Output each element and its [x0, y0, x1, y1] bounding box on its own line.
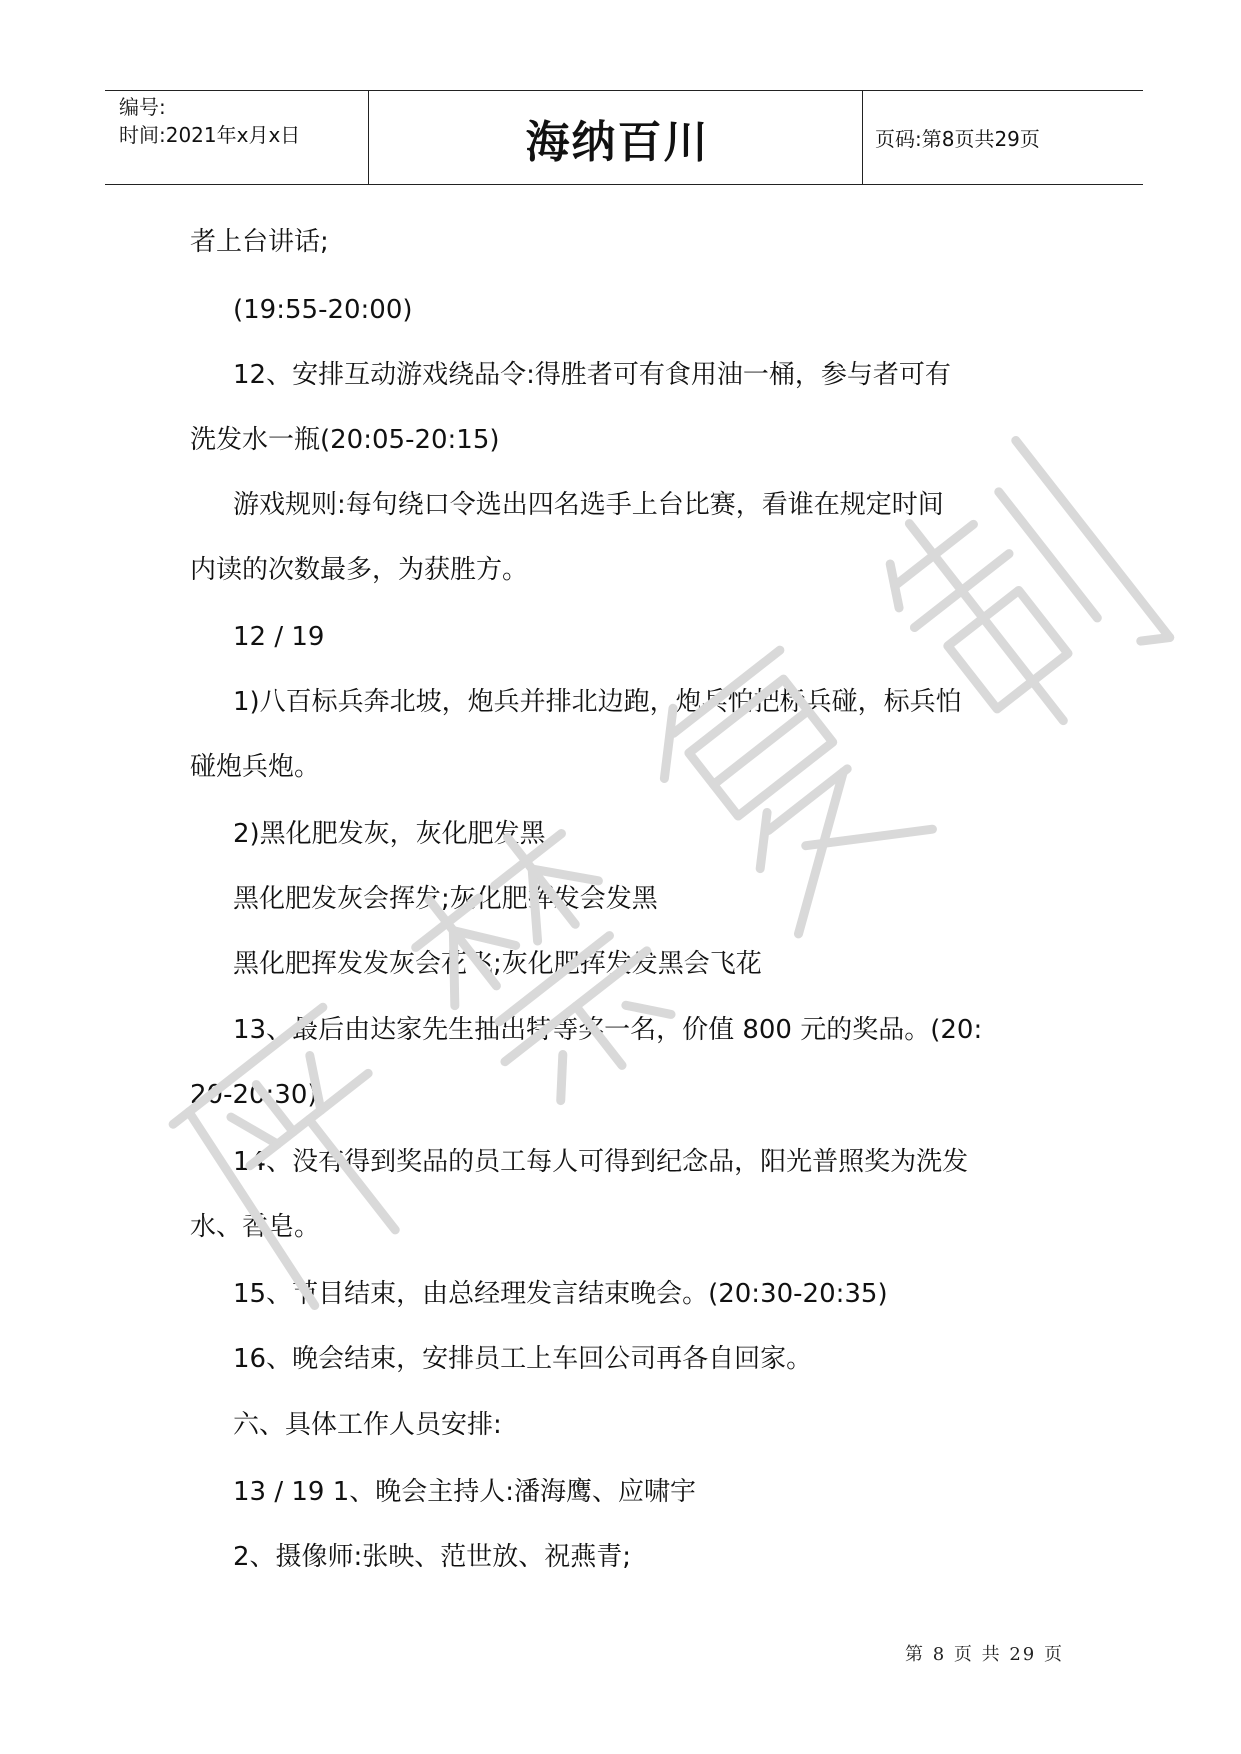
body-line: 黑化肥挥发发灰会花飞;灰化肥挥发发黑会飞花 [233, 949, 762, 979]
body-line: 2、摄像师:张映、范世放、祝燕青; [233, 1542, 632, 1572]
body-line: 15、节目结束，由总经理发言结束晚会。(20:30-20:35) [233, 1279, 888, 1309]
body-line: 碰炮兵炮。 [190, 752, 321, 782]
header-page-code: 页码:第8页共29页 [875, 127, 1040, 151]
body-line: 洗发水一瓶(20:05-20:15) [190, 425, 500, 455]
body-line: 者上台讲话; [190, 227, 329, 257]
body-line: 12、安排互动游戏绕品令:得胜者可有食用油一桶，参与者可有 [233, 360, 951, 390]
body-line: 1)八百标兵奔北坡，炮兵并排北边跑，炮兵怕把标兵碰，标兵怕 [233, 687, 962, 717]
body-line: 六、具体工作人员安排: [233, 1410, 502, 1440]
body-line: 水、香皂。 [190, 1212, 321, 1242]
body-line: 内读的次数最多，为获胜方。 [190, 555, 529, 585]
body-line: 14、没有得到奖品的员工每人可得到纪念品，阳光普照奖为洗发 [233, 1147, 969, 1177]
body-line: 12 / 19 [233, 622, 325, 652]
header-number-label: 编号: [119, 95, 166, 119]
header-divider-right [862, 91, 863, 184]
body-line: 游戏规则:每句绕口令选出四名选手上台比赛，看谁在规定时间 [233, 490, 944, 520]
page-footer: 第 8 页 共 29 页 [905, 1644, 1064, 1665]
page-header [105, 90, 1143, 185]
header-meta [119, 93, 369, 149]
body-line: (19:55-20:00) [233, 295, 413, 325]
header-time-label: 时间:2021年x月x日 [119, 123, 301, 147]
body-line: 13、最后由达家先生抽出特等奖一名，价值 800 元的奖品。(20: [233, 1015, 983, 1045]
header-divider-left [368, 91, 369, 184]
body-line: 黑化肥发灰会挥发;灰化肥挥发会发黑 [233, 884, 658, 914]
header-title: 海纳百川 [525, 116, 710, 168]
body-line: 13 / 19 1、晚会主持人:潘海鹰、应啸宇 [233, 1477, 697, 1507]
body-line: 20-20:30) [190, 1080, 318, 1110]
body-line: 2)黑化肥发灰，灰化肥发黑 [233, 819, 546, 849]
body-line: 16、晚会结束，安排员工上车回公司再各自回家。 [233, 1344, 813, 1374]
